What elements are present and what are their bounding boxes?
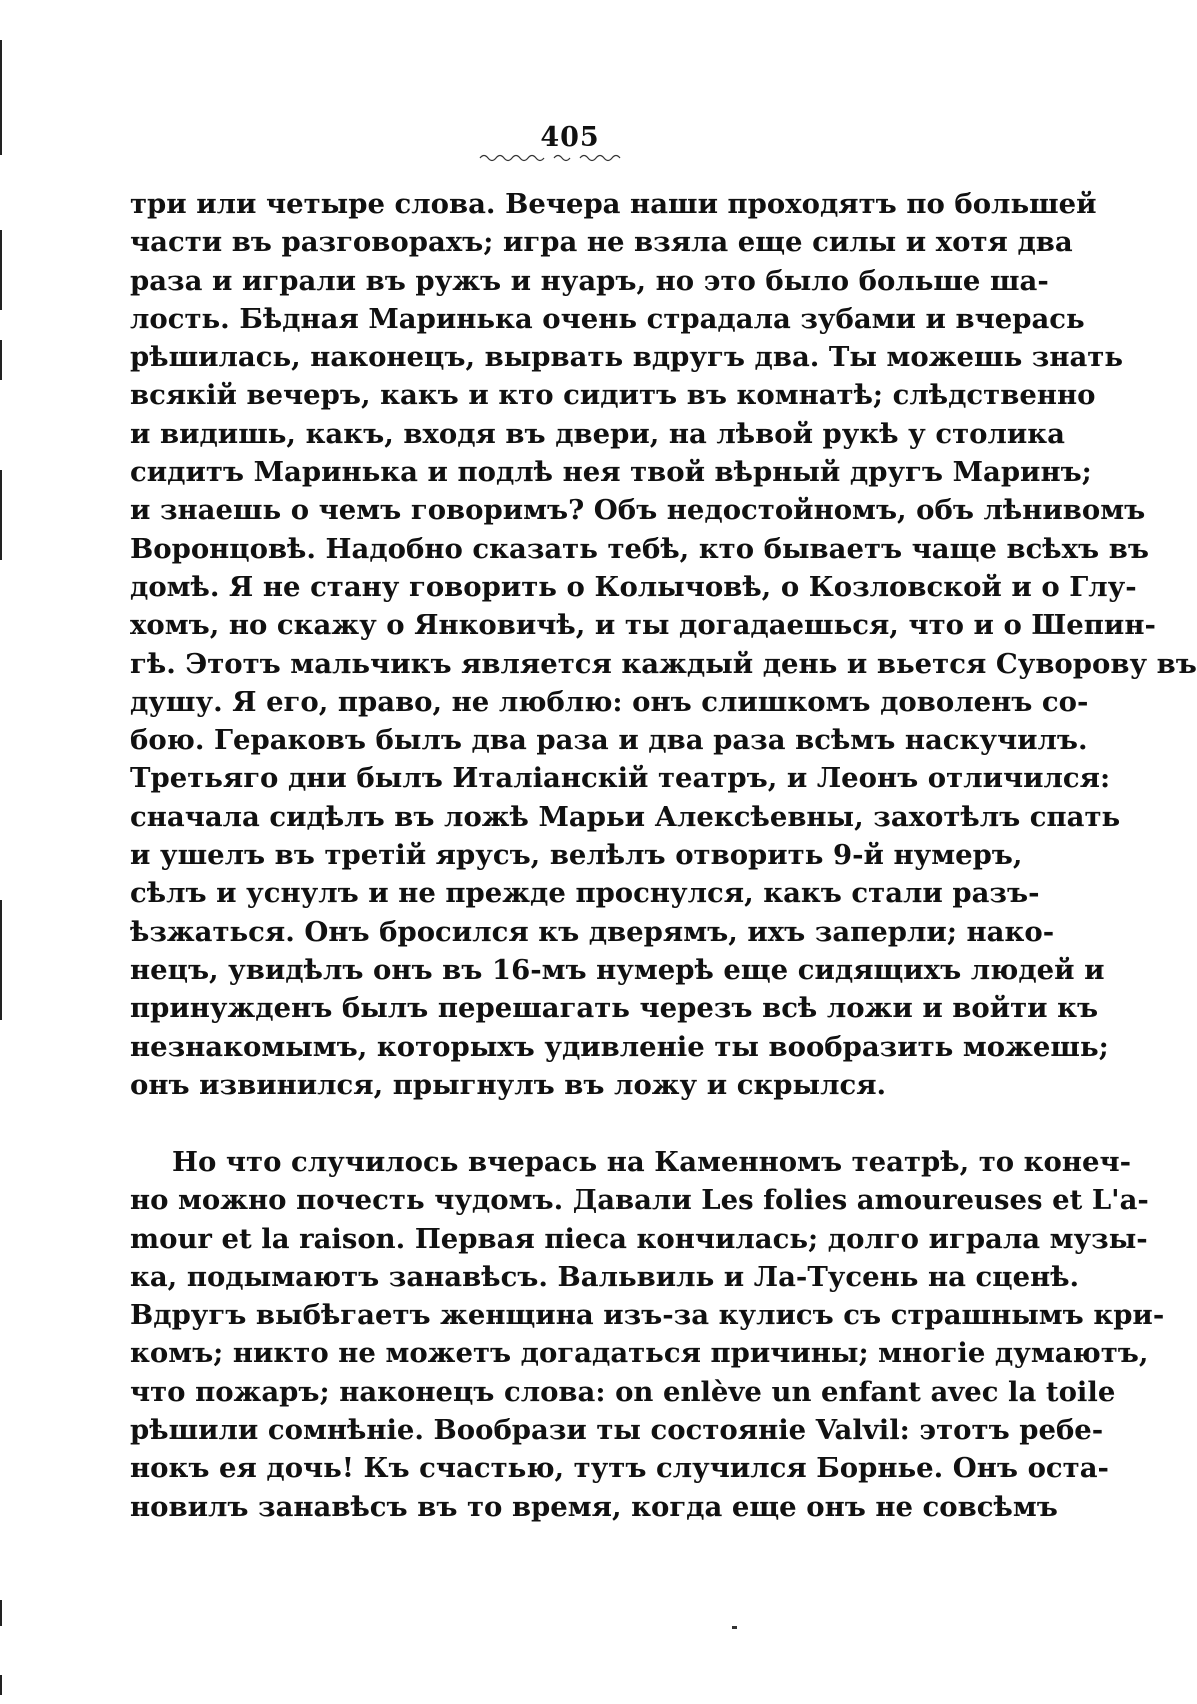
scan-edge-mark: [0, 900, 2, 1020]
text-line: и видишь, какъ, входя въ двери, на лѣвой рукѣ у столика: [130, 417, 1065, 450]
text-line: нокъ ея дочь! Къ счастью, тутъ случился Борнье. Онъ оста-: [130, 1452, 1109, 1485]
text-line: Вдругъ выбѣгаетъ женщина изъ-за кулисъ съ страшнымъ кри-: [130, 1299, 1165, 1332]
text-line: хомъ, но скажу о Янковичѣ, и ты догадаешься, что и о Шепин-: [130, 609, 1156, 642]
text-line: три или четыре слова. Вечера наши проходятъ по большей: [130, 188, 1097, 220]
text-line: и знаешь о чемъ говоримъ? Объ недостойномъ, объ лѣнивомъ: [130, 494, 1146, 527]
scan-edge-mark: [0, 230, 2, 310]
text-line: что пожаръ; наконецъ слова: on enlève un enfant avec la toile: [130, 1375, 1116, 1408]
text-line: бою. Гераковъ былъ два раза и два раза всѣмъ наскучилъ.: [130, 724, 1088, 757]
text-line: Третьяго дни былъ Италіанскій театръ, и Леонъ отличился:: [130, 762, 1111, 795]
text-line: онъ извинился, прыгнулъ въ ложу и скрылся.: [130, 1068, 887, 1101]
text-line: принужденъ былъ перешагать черезъ всѣ ложи и войти къ: [130, 992, 1099, 1025]
scan-edge-mark: [0, 1675, 2, 1695]
text-line: душу. Я его, право, не люблю: онъ слишкомъ доволенъ со-: [130, 685, 1089, 718]
text-line: всякій вечеръ, какъ и кто сидитъ въ комнатѣ; слѣдственно: [130, 379, 1096, 412]
text-line: части въ разговорахъ; игра не взяла еще силы и хотя два: [130, 226, 1073, 259]
text-line: гѣ. Этотъ мальчикъ является каждый день и вьется Суворову въ: [130, 647, 1197, 680]
text-line: нецъ, увидѣлъ онъ въ 16-мъ нумерѣ еще сидящихъ людей и: [130, 953, 1105, 986]
text-line: рѣшили сомнѣніе. Вообрази ты состояніе Valvil: этотъ ребе-: [130, 1414, 1104, 1447]
scan-speck: [732, 1626, 737, 1629]
scan-edge-mark: [0, 470, 2, 560]
text-line: mour et la raison. Первая піеса кончилась; долго играла музы-: [130, 1222, 1148, 1255]
page-number-ornament: [480, 150, 620, 162]
text-line: но можно почесть чудомъ. Давали Les folies amoureuses et L'a-: [130, 1184, 1149, 1217]
scan-edge-mark: [0, 1600, 2, 1626]
text-line: сидитъ Маринька и подлѣ нея твой вѣрный другъ Маринъ;: [130, 456, 1092, 489]
text-line: незнакомымъ, которыхъ удивленіе ты вообразить можешь;: [130, 1030, 1109, 1063]
text-line: Воронцовѣ. Надобно сказать тебѣ, кто бываетъ чаще всѣхъ въ: [130, 532, 1149, 565]
text-line: рѣшилась, наконецъ, вырвать вдругъ два. Ты можешь знать: [130, 341, 1124, 374]
text-line: Но что случилось вчерась на Каменномъ театрѣ, то конеч-: [172, 1146, 1132, 1178]
text-line: ѣзжаться. Онъ бросился къ дверямъ, ихъ заперли; нако-: [130, 915, 1055, 948]
text-line: домѣ. Я не стану говорить о Колычовѣ, о Козловской и о Глу-: [130, 570, 1137, 603]
text-line: сѣлъ и уснулъ и не прежде проснулся, какъ стали разъ-: [130, 877, 1040, 910]
text-line: сначала сидѣлъ въ ложѣ Марьи Алексѣевны, захотѣлъ спать: [130, 800, 1121, 833]
text-line: раза и играли въ ружъ и нуаръ, но это было больше ша-: [130, 264, 1049, 297]
text-line: и ушелъ въ третій ярусъ, велѣлъ отворить 9-й нумеръ,: [130, 839, 1023, 872]
page-number: 405: [540, 122, 600, 153]
text-line: ка, подымаютъ занавѣсъ. Вальвиль и Ла-Тусень на сценѣ.: [130, 1260, 1080, 1293]
text-line: лость. Бѣдная Маринька очень страдала зубами и вчерась: [130, 302, 1085, 335]
paragraph-theatre-incident: [130, 1143, 1165, 1526]
scan-edge-mark: [0, 340, 2, 380]
paragraph-letter-body: [130, 185, 1197, 1104]
text-line: новилъ занавѣсъ въ то время, когда еще онъ не совсѣмъ: [130, 1490, 1058, 1523]
text-line: комъ; никто не можетъ догадаться причины; многіе думаютъ,: [130, 1337, 1149, 1370]
